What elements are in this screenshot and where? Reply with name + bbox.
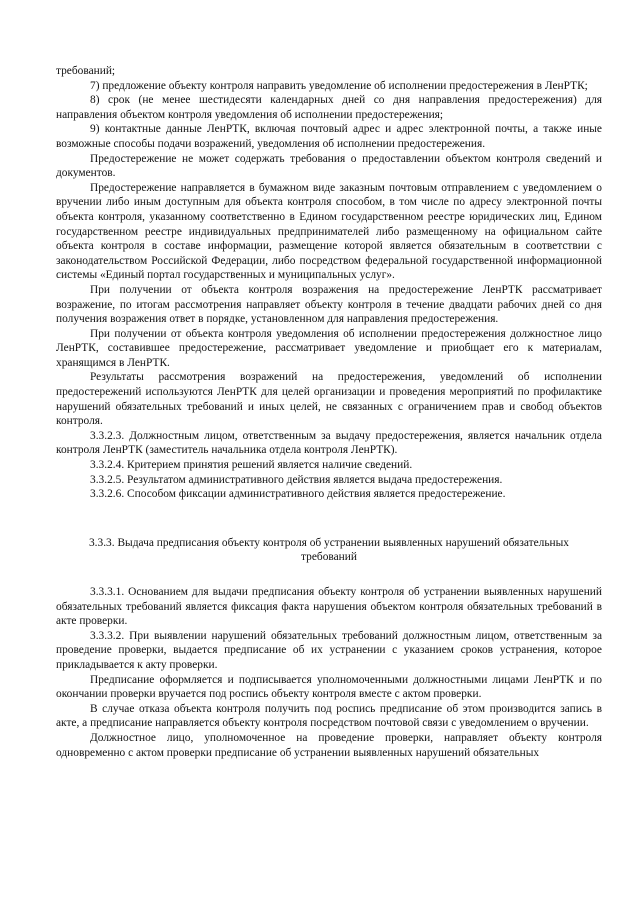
paragraph-3-3-2-3: 3.3.2.3. Должностным лицом, ответственным за выдачу предостережения, является начальник отдела контроля ЛенРТК (заместитель начальника отдела контроля ЛенРТК). xyxy=(56,429,602,457)
paragraph-item-9: 9) контактные данные ЛенРТК, включая почтовый адрес и адрес электронной почты, а также иные возможные способы подачи возражений, уведомления об исполнении предостережения. xyxy=(56,123,602,150)
paragraph-order-signing: Предписание оформляется и подписывается уполномоченными должностными лицами ЛенРТК и по окончании проверки вручается под роспись объекту контроля вместе с актом проверки. xyxy=(56,673,602,701)
paragraph-order-sending: Должностное лицо, уполномоченное на проведение проверки, направляет объекту контроля одновременно с актом проверки предписание об устранении выявленных нарушений обязательных xyxy=(56,731,602,759)
paragraph-objection-review: При получении от объекта контроля возражения на предостережение ЛенРТК рассматривает возражение, по итогам рассмотрения направляет объекту контроля в течение двадцати рабочих дней со дня получения возражения ответ в порядке, установленном для направления предостережения. xyxy=(56,283,602,326)
paragraph-warning-content-limit: Предостережение не может содержать требования о предоставлении объектом контроля сведений и документов. xyxy=(56,152,602,180)
paragraph-refusal: В случае отказа объекта контроля получить под роспись предписание об этом производится запись в акте, а предписание направляется объекту контроля посредством почтовой связи с уведомлением о вручении. xyxy=(56,702,602,730)
paragraph-item-7: 7) предложение объекту контроля направить уведомление об исполнении предостережения в ЛенРТК; xyxy=(90,79,588,92)
paragraph-warning-delivery: Предостережение направляется в бумажном виде заказным почтовым отправлением с уведомлением о вручении либо иным доступным для объекта контроля способом, в том числе по адресу электронной почты объекта контроля, указанному соответственно в Едином государственном реестре юридических лиц, Едином государственном реестре индивидуальных предпринимателей либо размещенному на официальном сайте объекта контроля в составе информации, размещение которой является обязательным в соответствии с законодательством Российской Федерации, либо посредством федеральной государственной информационной системы «Единый портал государственных и муниципальных услуг». xyxy=(56,181,602,282)
paragraph-3-3-2-4: 3.3.2.4. Критерием принятия решений является наличие сведений. xyxy=(90,459,413,472)
paragraph-item-8: 8) срок (не менее шестидесяти календарных дней со дня направления предостережения) для направления объектом контроля уведомления об исполнении предостережения; xyxy=(56,94,602,121)
paragraph-3-3-2-6: 3.3.2.6. Способом фиксации административного действия является предостережение. xyxy=(90,488,506,501)
paragraph-notification-review: При получении от объекта контроля уведомления об исполнении предостережения должностное лицо ЛенРТК, составившее предостережение, рассматривает уведомление и приобщает его к материалам, хранящимся в ЛенРТК. xyxy=(56,327,602,369)
paragraph-requirements-tail: требований; xyxy=(56,65,116,77)
paragraph-3-3-3-1: 3.3.3.1. Основанием для выдачи предписания объекту контроля об устранении выявленных нарушений обязательных требований является фиксация факта нарушения объектом контроля обязательных требований в акте проверки. xyxy=(56,586,602,628)
paragraph-3-3-2-5: 3.3.2.5. Результатом административного действия является выдача предостережения. xyxy=(90,473,503,486)
section-heading-3-3-3: 3.3.3. Выдача предписания объекту контроля об устранении выявленных нарушений обязательных требований xyxy=(88,536,570,564)
paragraph-3-3-3-2: 3.3.3.2. При выявлении нарушений обязательных требований должностным лицом, ответственным за проведение проверки, выдается предписание об их устранении с указанием сроков устранения, которое прикладывается к акту проверки. xyxy=(56,629,602,671)
paragraph-results-usage: Результаты рассмотрения возражений на предостережения, уведомлений об исполнении предостережений используются ЛенРТК для целей организации и проведения мероприятий по профилактике нарушений обязательных требований и иных целей, не связанных с ограничением прав и свобод объектов контроля. xyxy=(56,371,602,428)
document-body xyxy=(56,64,602,760)
